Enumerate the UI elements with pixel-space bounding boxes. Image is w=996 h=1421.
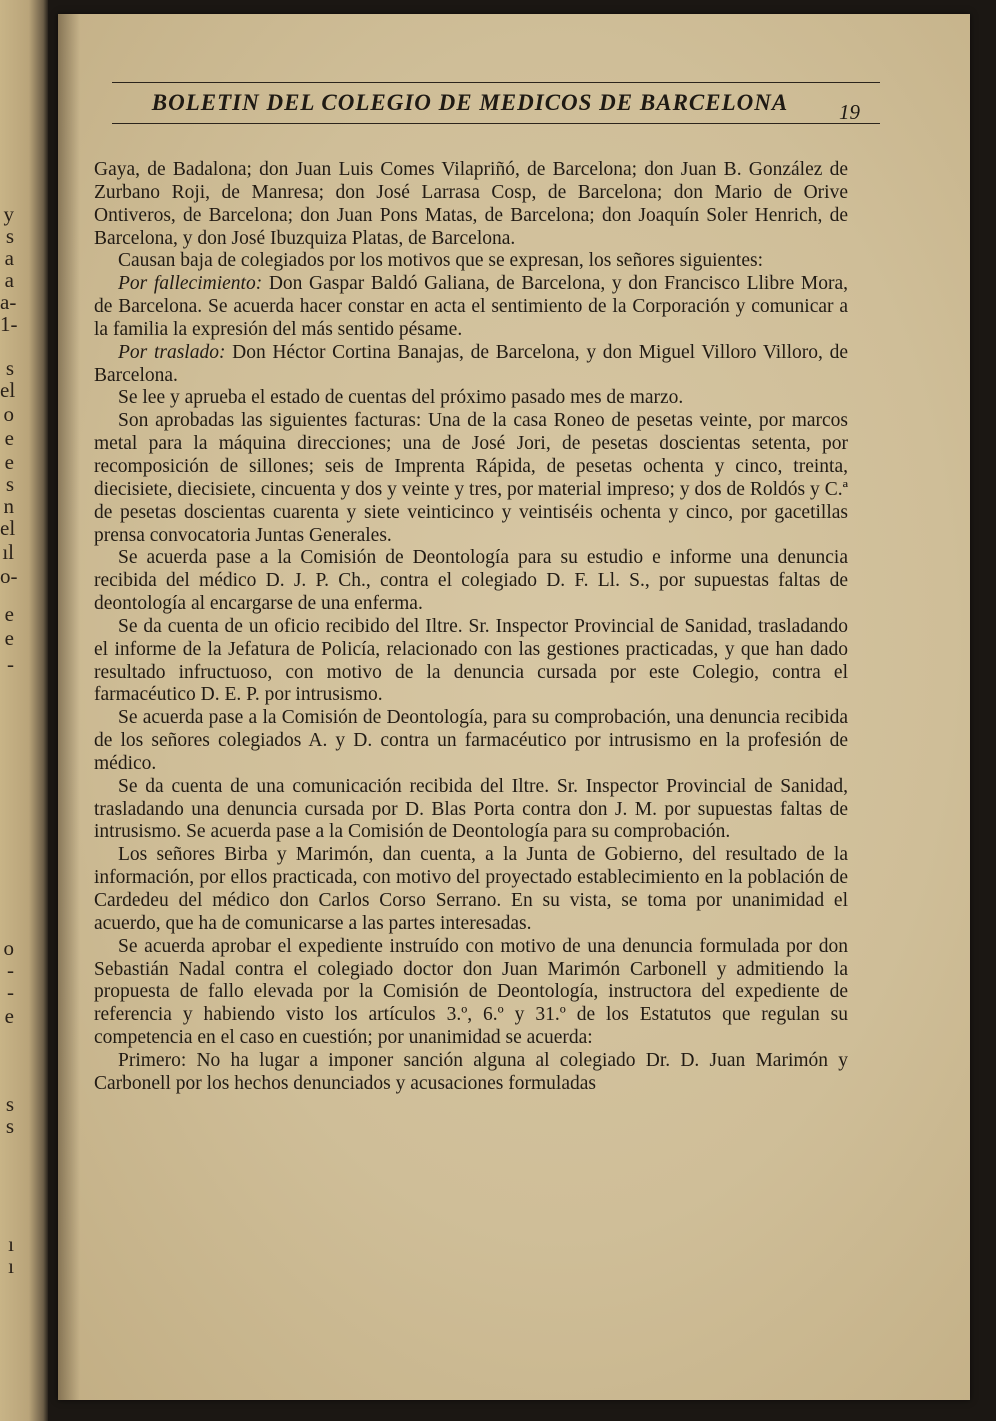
- fragment: ıl: [2, 540, 14, 564]
- header-rule-top: [112, 82, 880, 83]
- fragment: e: [4, 602, 14, 626]
- fragment: -: [7, 980, 14, 1004]
- paragraph-lead: Por traslado:: [118, 341, 226, 363]
- fragment: e: [4, 450, 14, 474]
- fragment: s: [5, 1114, 14, 1138]
- fragment: -: [7, 958, 14, 982]
- fragment: s: [5, 472, 14, 496]
- fragment: ı: [8, 1254, 14, 1278]
- body-text: [94, 159, 848, 1096]
- fragment: e: [4, 426, 14, 450]
- fragment: a: [4, 268, 14, 292]
- fragment: y: [3, 202, 14, 226]
- document-page: [58, 14, 970, 1400]
- gutter-shadow: [58, 14, 80, 1400]
- fragment: -: [7, 652, 14, 676]
- paragraph: Se da cuenta de una comunicación recibida del Iltre. Sr. Inspector Provincial de Sanidad, trasladando una denuncia cursada por D. Blas Porta contra don J. M. por supuestas faltas de intrusismo. Se acuerda pase a la Comisión de Deontología para su comprobación.: [94, 775, 848, 843]
- fragment: s: [5, 224, 14, 248]
- paragraph: Se acuerda pase a la Comisión de Deontología para su estudio e informe una denuncia recibida del médico D. J. P. Ch., contra el colegiado D. F. Ll. S., por supuestas faltas de deontología al encargarse de una enferma.: [94, 547, 848, 615]
- fragment: o: [3, 936, 14, 960]
- paragraph: Se acuerda aprobar el expediente instruído con motivo de una denuncia formulada por don Sebastián Nadal contra el colegiado doctor don Juan Marimón Carbonell y admitiendo la propuesta de fallo elevada por la Comisión de Deontología, instructora del expediente de referencia y habiendo visto los artículos 3.º, 6.º y 31.º de los Estatutos que regulan su competencia en el caso en cuestión; por unanimidad se acuerda:: [94, 935, 848, 1049]
- paragraph: Primero: No ha lugar a imponer sanción alguna al colegiado Dr. D. Juan Marimón y Carbonell por los hechos denunciados y acusaciones formuladas: [94, 1049, 848, 1094]
- running-head: BOLETIN DEL COLEGIO DE MEDICOS DE BARCELONA: [151, 90, 789, 115]
- fragment: el: [0, 516, 16, 540]
- paragraph: Los señores Birba y Marimón, dan cuenta, a la Junta de Gobierno, del resultado de la información, por ellos practicada, con motivo del proyectado establecimiento en la población de Cardedeu del médico don Carlos Corso Serrano. En su vista, se toma por unanimidad el acuerdo, que ha de comunicarse a las partes interesadas.: [94, 844, 848, 934]
- paragraph: Causan baja de colegiados por los motivos que se expresan, los señores siguientes:: [118, 250, 763, 272]
- fragment: o-: [0, 564, 18, 588]
- header-rule-bottom: [112, 123, 880, 124]
- page-number: 19: [839, 100, 860, 124]
- fragment: n: [3, 494, 14, 518]
- paragraph-body: Don Gaspar Baldó Galiana, de Barcelona, y don Francisco Llibre Mora, de Barcelona. Se acuerda hacer constar en acta el sentimiento de la Corporación y comunicar a la familia la expresión del más sentido pésame.: [94, 273, 848, 340]
- paragraph: [94, 342, 848, 388]
- fragment: o: [3, 402, 14, 426]
- paragraph: [94, 273, 848, 342]
- paragraph-lead: Por fallecimiento:: [118, 273, 263, 295]
- previous-page-edge: [0, 0, 48, 1421]
- fragment: s: [5, 356, 14, 380]
- paragraph-body: Don Héctor Cortina Banajas, de Barcelona, y don Miguel Villoro Villoro, de Barcelona.: [94, 341, 848, 386]
- fragment: ı: [8, 1232, 14, 1256]
- fragment: a-: [0, 290, 17, 314]
- paragraph: Se da cuenta de un oficio recibido del Iltre. Sr. Inspector Provincial de Sanidad, trasladando el informe de la Jefatura de Policía, relacionado con las gestiones practicadas, y que han dado resultado infructuoso, con motivo de la denuncia cursada por este Colegio, contra el farmacéutico D. E. P. por intrusismo.: [94, 615, 848, 706]
- fragment: e: [4, 626, 14, 650]
- fragment: 1-: [0, 312, 18, 336]
- fragment: a: [4, 246, 14, 270]
- fragment: e: [4, 1004, 14, 1028]
- fragment: el: [0, 378, 16, 402]
- paragraph: Gaya, de Badalona; don Juan Luis Comes Vilapriñó, de Barcelona; don Juan B. González de Zurbano Roji, de Manresa; don José Larrasa Cosp, de Barcelona; don Mario de Orive Ontiveros, de Barcelona; don Juan Pons Matas, de Barcelona; don Joaquín Soler Henrich, de Barcelona, y don José Ibuzquiza Platas, de Barcelona.: [94, 159, 848, 249]
- fragment: s: [5, 1092, 14, 1116]
- paragraph: Son aprobadas las siguientes facturas: Una de la casa Roneo de pesetas veinte, por marcos metal para la máquina direcciones; una de José Jori, de pesetas doscientas setenta, por recomposición de sillones; seis de Imprenta Rápida, de pesetas ochenta y cinco, treinta, diecisiete, diecisiete, cincuenta y dos y veinte y tres, por material impreso; y dos de Roldós y C.ª de pesetas doscientas cuarenta y siete veinticinco y veintiséis ochenta y cinco, por gacetillas prensa convocatoria Juntas Generales.: [94, 410, 848, 546]
- paragraph: Se acuerda pase a la Comisión de Deontología, para su comprobación, una denuncia recibida de los señores colegiados A. y D. contra un farmacéutico por intrusismo en la profesión de médico.: [94, 707, 848, 774]
- paragraph: Se lee y aprueba el estado de cuentas del próximo pasado mes de marzo.: [118, 387, 684, 409]
